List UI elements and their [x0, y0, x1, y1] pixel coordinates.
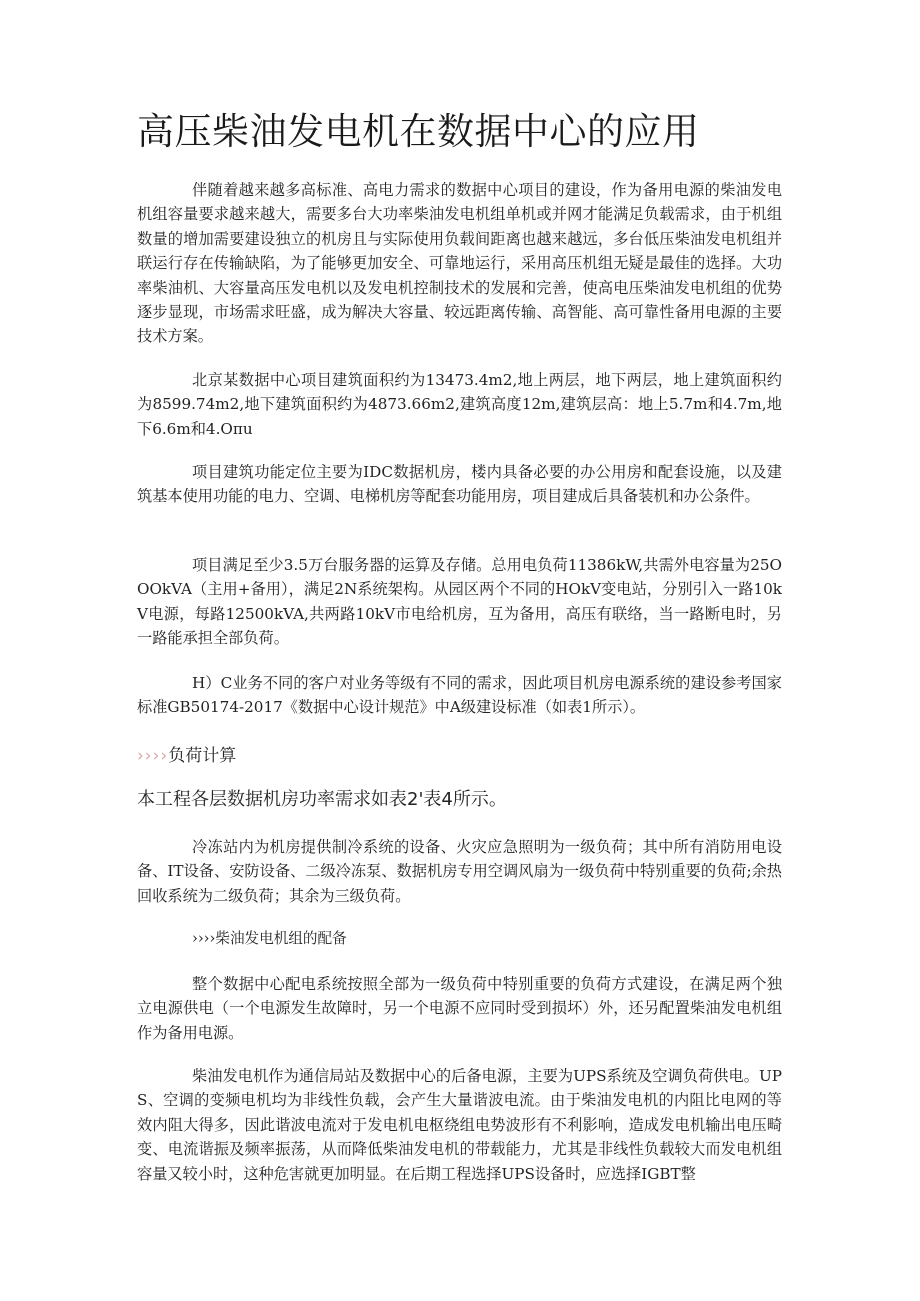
section-heading-label: 负荷计算 [168, 746, 237, 766]
project-area-paragraph: 北京某数据中心项目建筑面积约为13473.4m2,地上两层，地下两层，地上建筑面积约为8599.74m2,地下建筑面积约为4873.66m2,建筑高度12m,建筑层高：地上5.7m和4.7m,地下6.6m和4.Oπu [137, 371, 782, 438]
distribution-system-paragraph: 整个数据中心配电系统按照全部为一级负荷中特别重要的负荷方式建设，在满足两个独立电源供电（一个电源发生故障时，另一个电源不应同时受到损坏）外，还另配置柴油发电机组作为备用电源。 [137, 975, 782, 1042]
section-heading-load-calculation [137, 743, 782, 769]
section-heading-generator-config: ››››柴油发电机组的配备 [192, 930, 347, 947]
load-table-reference: 本工程各层数据机房功率需求如表2'表4所示。 [137, 789, 507, 810]
standard-reference-paragraph: H）C业务不同的客户对业务等级有不同的需求，因此项目机房电源系统的建设参考国家标准GB50174-2017《数据中心设计规范》中A级建设标准（如表1所示）。 [137, 674, 782, 717]
building-function-paragraph: 项目建筑功能定位主要为IDC数据机房，楼内具备必要的办公用房和配套设施，以及建筑基本使用功能的电力、空调、电梯机房等配套功能用房，项目建成后具备装机和办公条件。 [137, 463, 782, 506]
page-title: 高压柴油发电机在数据中心的应用 [137, 110, 700, 153]
generator-harmonics-paragraph: 柴油发电机作为通信局站及数据中心的后备电源，主要为UPS系统及空调负荷供电。UPS、空调的变频电机均为非线性负载，会产生大量谐波电流。由于柴油发电机的内阻比电网的等效内阻大得多，因此谐波电流对于发电机电枢绕组电势波形有不利影响，造成发电机输出电压畸变、电流谐振及频率振荡，从而降低柴油发电机的带载能力，尤其是非线性负载较大而发电机组容量又较小时，这种危害就更加明显。在后期工程选择UPS设备时，应选择IGBT整 [137, 1067, 782, 1183]
power-capacity-paragraph: 项目满足至少3.5万台服务器的运算及存储。总用电负荷11386kW,共需外电容量为25OOOkVA（主用+备用），满足2N系统架构。从园区两个不同的HOkV变电站，分别引入一路10kV电源，每路12500kVA,共两路10kV市电给机房，互为备用，高压有联络，当一路断电时，另一路能承担全部负荷。 [137, 556, 782, 648]
load-classification-paragraph: 冷冻站内为机房提供制冷系统的设备、火灾应急照明为一级负荷；其中所有消防用电设备、IT设备、安防设备、二级冷冻泵、数据机房专用空调风扇为一级负荷中特别重要的负荷;余热回收系统为二级负荷；其余为三级负荷。 [137, 838, 782, 905]
chevron-right-icon: ›››› [137, 746, 169, 766]
intro-paragraph: 伴随着越来越多高标准、高电力需求的数据中心项目的建设，作为备用电源的柴油发电机组容量要求越来越大，需要多台大功率柴油发电机组单机或并网才能满足负载需求，由于机组数量的增加需要建设独立的机房且与实际使用负载间距离也越来越远，多台低压柴油发电机组并联运行存在传输缺陷，为了能够更加安全、可靠地运行，采用高压机组无疑是最佳的选择。大功率柴油机、大容量高压发电机以及发电机控制技术的发展和完善，使高电压柴油发电机组的优势逐步显现，市场需求旺盛，成为解决大容量、较远距离传输、高智能、高可靠性备用电源的主要技术方案。 [137, 181, 782, 346]
